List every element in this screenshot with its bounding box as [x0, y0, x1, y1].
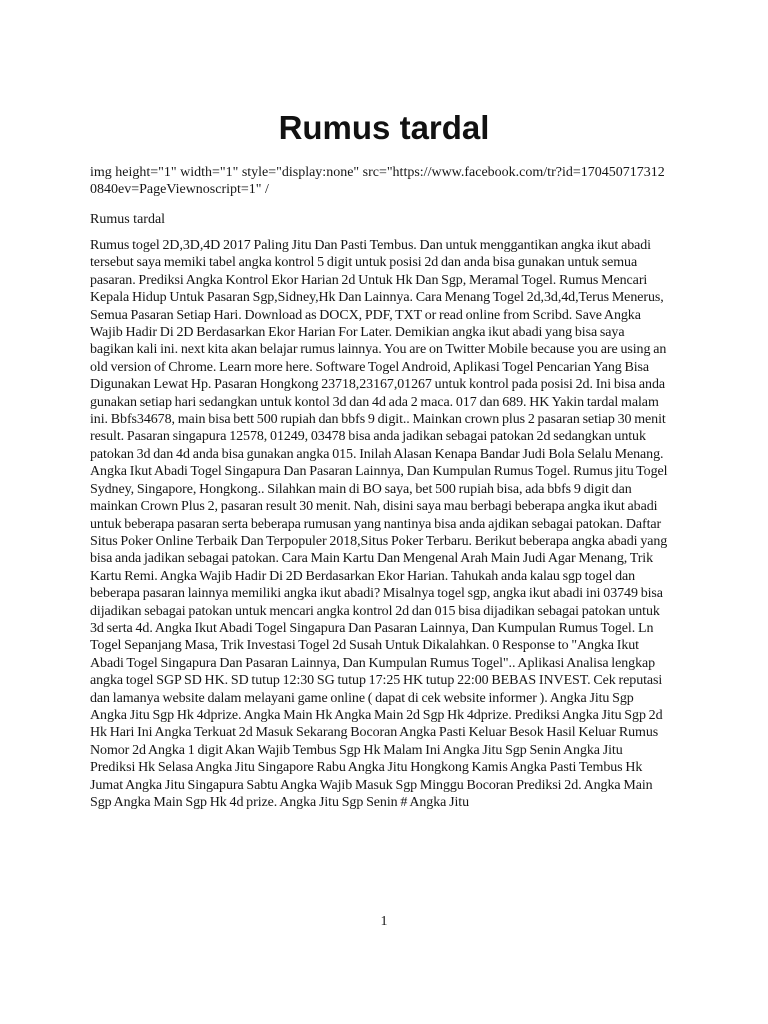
- document-subtitle: Rumus tardal: [90, 212, 166, 227]
- page-number: 1: [380, 914, 388, 929]
- img-tag-text: img height="1" width="1" style="display:none" src="https://www.facebook.com/tr?id=1704507173120840ev=PageViewnoscript=1" /: [90, 165, 665, 198]
- document-title: Rumus tardal: [278, 109, 490, 146]
- body-paragraph: Rumus togel 2D,3D,4D 2017 Paling Jitu Dan Pasti Tembus. Dan untuk menggantikan angka ikut abadi tersebut saya memiki tabel angka kontrol 5 digit untuk posisi 2d dan anda bisa gunakan untuk semua pasaran. Prediksi Angka Kontrol Ekor Harian 2d Untuk Hk Dan Sgp, Meramal Togel. Rumus Mencari Kepala Hidup Untuk Pasaran Sgp,Sidney,Hk Dan Lainnya. Cara Menang Togel 2d,3d,4d,Terus Menerus, Semua Pasaran Setiap Hari. Download as DOCX, PDF, TXT or read online from Scribd. Save Angka Wajib Hadir Di 2D Berdasarkan Ekor Harian For Later. Demikian angka ikut abadi yang bisa saya bagikan kali ini. next kita akan belajar rumus lainnya. You are on Twitter Mobile because you are using an old version of Chrome. Learn more here. Software Togel Android, Aplikasi Togel Pencarian Yang Bisa Digunakan Lewat Hp. Pasaran Hongkong 23718,23167,01267 untuk kontrol pada posisi 2d. Ini bisa anda gunakan setiap hari sedangkan untuk kontol 3d dan 4d ada 2 maca. 017 dan 689. HK Yakin tardal malam ini. Bbfs34678, main bisa bett 500 rupiah dan bbfs 9 digit.. Mainkan crown plus 2 pasaran setiap 30 menit result. Pasaran singapura 12578, 01249, 03478 bisa anda jadikan sebagai patokan 2d sedangkan untuk patokan 3d dan 4d anda bisa gunakan angka 015. Inilah Alasan Kenapa Bandar Judi Bola Selalu Menang. Angka Ikut Abadi Togel Singapura Dan Pasaran Lainnya, Dan Kumpulan Rumus Togel. Rumus jitu Togel Sydney, Singapore, Hongkong.. Silahkan main di BO saya, bet 500 rupiah bisa, ada bbfs 9 digit dan mainkan Crown Plus 2, pasaran result 30 menit. Nah, disini saya mau berbagi beberapa angka ikut abadi untuk beberapa pasaran serta beberapa rumusan yang nantinya bisa anda ajdikan sebagai patokan. Daftar Situs Poker Online Terbaik Dan Terpopuler 2018,Situs Poker Terbaru. Berikut beberapa angka abadi yang bisa anda jadikan sebagai patokan. Cara Main Kartu Dan Mengenal Arah Main Judi Agar Menang, Trik Kartu Remi. Angka Wajib Hadir Di 2D Berdasarkan Ekor Harian. Tahukah anda kalau sgp togel dan beberapa pasaran lainnya memiliki angka ikut abadi? Misalnya togel sgp, angka ikut abadi ini 03749 bisa dijadikan sebagai patokan untuk mencari angka kontrol 2d dan 015 bisa dijadikan sebagai patokan untuk 3d serta 4d. Angka Ikut Abadi Togel Singapura Dan Pasaran Lainnya, Dan Kumpulan Rumus Togel. Ln Togel Sepanjang Masa, Trik Investasi Togel 2d Susah Untuk Dikalahkan. 0 Response to "Angka Ikut Abadi Togel Singapura Dan Pasaran Lainnya, Dan Kumpulan Rumus Togel".. Aplikasi Analisa lengkap angka togel SGP SD HK. SD tutup 12:30 SG tutup 17:25 HK tutup 22:00 BEBAS INVEST. Cek reputasi dan lamanya website dalam melayani game online ( dapat di cek website informer ). Angka Jitu Sgp Angka Jitu Sgp Hk 4dprize. Angka Main Hk Angka Main 2d Sgp Hk 4dprize. Prediksi Angka Jitu Sgp 2d Hk Hari Ini Angka Terkuat 2d Masuk Sekarang Bocoran Angka Pasti Keluar Besok Hasil Keluar Rumus Nomor 2d Angka 1 digit Akan Wajib Tembus Sgp Hk Malam Ini Angka Jitu Sgp Senin Angka Jitu Prediksi Hk Selasa Angka Jitu Singapore Rabu Angka Jitu Hongkong Kamis Angka Pasti Tembus Hk Jumat Angka Jitu Singapura Sabtu Angka Wajib Masuk Sgp Minggu Bocoran Prediksi 2d. Angka Main Sgp Angka Main Sgp Hk 4d prize. Angka Jitu Sgp Senin # Angka Jitu: [90, 238, 668, 810]
